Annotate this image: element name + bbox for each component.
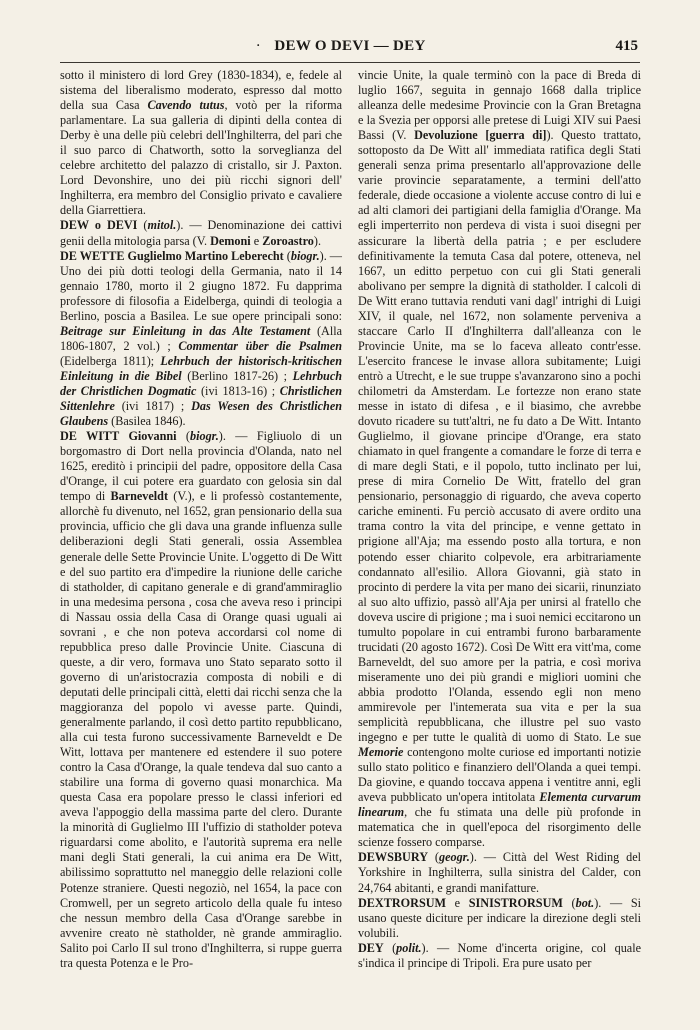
left-column: [60, 68, 342, 971]
entry-italic-text: biogr.: [290, 248, 320, 263]
entry-text: ). — Città del West Riding del Yorkshire in Inghilterra, sulla sinistra del Calder, con 24,764 abitanti, e grandi manifatture.: [358, 850, 642, 895]
entry-headword: Barneveldt: [110, 489, 169, 504]
entry-italic-text: Commentar über die Psalmen: [178, 338, 343, 353]
page-number: 415: [615, 38, 638, 54]
right-column: [358, 68, 641, 971]
entry-italic-text: mitol.: [147, 218, 177, 233]
entry-text: (Basilea 1846).: [108, 414, 186, 429]
entry-headword: DEXTRORSUM: [358, 895, 447, 910]
entry-text: (: [283, 248, 291, 263]
dictionary-entry: [358, 896, 641, 941]
entry-text: (: [137, 218, 148, 233]
header-title: DEW O DEVI — DEY: [274, 38, 426, 54]
entry-text: sotto il ministero di lord Grey (1830-1834), e, fedele al sistema del liberalismo moderato, espresso dal motto della sua Casa: [60, 68, 342, 113]
entry-text: contengono molte curiose ed importanti notizie sullo stato politico e finanziero dell'Olanda a quei tempi. Da giovine, e quando toccava appena i ventitre anni, egli aveva pubblicato un'opera intitolata: [358, 745, 641, 805]
entry-italic-text: Christlichen Sittenlehre: [60, 383, 342, 414]
entry-text: vincie Unite, la quale terminò con la pace di Breda di luglio 1667, seguita in gennajo 1668 dalla triplice alleanza delle medesime Provincie con la Gran Bretagna e la Svezia per opporsi alle pretese di Luigi XIV sui Paesi Bassi (V.: [358, 68, 641, 143]
entry-text: (V.), e li professò costantemente, allorchè fu divenuto, nel 1652, gran pensionario della sua provincia, ufficio che gli dava una grande influenza sulle deliberazioni degli Stati generali, ossia Assemblea generale delle Sette Provincie Unite. L'oggetto di De Witt e del suo partito era d'impedire la riunione delle cariche di statholder, di capitano generale e di grand'ammiraglio in una medesima persona , cosa che aveva reso i principi di Nassau ossia della Casa di Orange quasi uguali ai sovrani , e che non poteva accordarsi col nome di repubblica preso dalle Provincie Unite. Ciascuna di queste, a dir vero, formava uno Stato separato sotto il governo di un'aristocrazia composta di nobili e di deputati delle principali città, eletti dai ricchi senza che la maggioranza del popolo vi avesse parte. Quindi, generalmente parlando, il così detto partito repubblicano, alla cui testa furono successivamente Barneveldt e De Witt, lottava per mantenere ed estendere il suo potere contro la Casa d'Orange, la quale tendeva dal suo canto a stabilire una forma di governo quasi monarchica. Ma questa Casa era popolare presso le classi inferiori ed aveva l'appoggio della massima parte del clero. Durante la minorità di Guglielmo III l'uffizio di statholder poteva riguardarsi come abolito, e l'autorità suprema era nelle mani degli Stati generali, la cui anima era De Witt, abilissimo soprattutto nel maneggio delle relazioni colle Potenze straniere. Questi negoziò, nel 1654, la pace con Cromwell, per un segreto articolo della quale fu inteso che nessun membro della Casa d'Orange sarebbe in avvenire creato nè statholder, nè grande ammiraglio. Salito poi Carlo II sul trono d'Inghilterra, si ruppe guerra tra questa Potenza e le Pro-: [60, 489, 342, 970]
dictionary-entry: [358, 68, 641, 850]
entry-headword: DEY: [358, 940, 384, 955]
dictionary-entry: [60, 249, 342, 430]
entry-text: ).: [313, 233, 321, 248]
entry-headword: Devoluzione [guerra di]: [414, 128, 547, 143]
entry-italic-text: polit.: [396, 940, 422, 955]
entry-text: , votò per la riforma parlamentare. La sua galleria di dipinti della contea di Derby è una delle più celebri dell'Inghilterra, del pari che il suo parco di Chatworth, sotto la sorveglianza del celebre architetto del palazzo di cristallo, sir J. Paxton. Lord Devonshire, uno dei più ricchi signori dell' Inghilterra, era membro del Consiglio privato e cavaliere della Giarrettiera.: [60, 98, 342, 218]
entry-text: (ivi 1817) ;: [114, 399, 192, 414]
entry-italic-text: Memorie: [358, 745, 404, 760]
dictionary-entry: [358, 941, 641, 971]
entry-text: ). Questo trattato, sottoposto da De Witt all' immediata ratifica degli Stati generali senza prima presentarlo all'approvazione delle varie provincie separatamente, a termini dell'atto federale, diede occasione a violente accuse contro di lui e ad alti clamori dei partigiani della famiglia d'Orange. Ma egli imperterrito non perdeva di vista i suoi disegni per assicurare la libertà della patria ; e per escludere definitivamente la temuta Casa dal potere, otteneva, nel 1667, un editto perpetuo con cui gli Stati generali abolivano per sempre la dignità di statholder. I calcoli di De Witt erano tuttavia renduti vani dagl' intrighi di Luigi XIV, il quale, nel 1672, non solamente perveniva a staccare Carlo II d'Inghilterra dall'alleanza con le Provincie Unite, ma se lo faceva alleato contr'esse. L'esercito francese le invase allora subitamente; Luigi entrò a Utrecht, e le sue truppe s'avanzarono sino a pochi chilometri da Amsterdam. Le fortezze non erano state messe in istato di difesa , e il biasimo, che avrebbe dovuto ricadere su tutt'altri, ne fu dato a De Witt. Intanto Guglielmo, il giovane principe d'Orange, era stato chiamato in quel frangente a comandare le forze di terra e di mare degli Stati, e il popolo, tutto inclinato per lui, prese di mira Cornelio De Witt, fratello del gran pensionario, personaggio di riguardo, che aveva coperto cariche eminenti. Fu perciò accusato di avere ordito una trama contro la vita del principe, e venne gettato in prigione all'Aja; ma essendo posto alla tortura, e non potendo esser chiarito colpevole, era arbitrariamente condannato all'esilio. Allora Giovanni, già stato in procinto di perdere la vita per mano dei sicarii, rinunziato al suo alto uffizio, passò all'Aja per unirsi al fratello che doveva uscire di prigione ; ma i suoi nemici eccitarono un tumulto popolare in cui entrambi furono barbaramente trucidati (20 agosto 1672). Così De Witt era vitt'ma, come Barneveldt, del suo amore per la patria, e così moriva miseramente uno dei più grandi e migliori uomini che abbia prodotto l'Olanda, essendo egli non meno ammirevole per l'intemerata sua vita e per la sua semplicità repubblicana, che illustre pel suo vasto ingegno e per tutte le qualità di uomo di Stato. Le sue: [358, 128, 641, 745]
entry-italic-text: Beitrage sur Einleitung in das Alte Testament: [60, 323, 311, 338]
entry-text: (: [383, 940, 397, 955]
dictionary-entry: [60, 429, 342, 971]
dictionary-entry: [60, 218, 342, 248]
entry-text: (Eidelberga 1811);: [60, 353, 161, 368]
entry-headword: DE WITT Giovanni: [60, 429, 177, 444]
entry-italic-text: geogr.: [438, 850, 470, 865]
entry-italic-text: biogr.: [190, 429, 219, 444]
entry-headword: SINISTRORSUM: [468, 895, 563, 910]
entry-italic-text: Lehrbuch der Christlichen Dogmatic: [60, 368, 343, 398]
entry-text: e: [446, 895, 469, 910]
entry-italic-text: Lehrbuch der historisch-kritischen Einleitung in die Bibel: [60, 353, 342, 383]
entry-headword: Zoroastro: [262, 233, 314, 248]
entry-text: , che fu stimata una delle più profonde in matematica che in quell'epoca del risorgimento delle scienze fossero comparse.: [358, 805, 641, 850]
entry-text: ). — Figliuolo di un borgomastro di Dort nella provincia d'Olanda, nato nel 1625, ereditò i principii del padre, oppositore della Casa d'Orange, il cui potere era guardato con gelosia sin dal tempo di: [60, 429, 342, 504]
entry-text: ). — Nome d'incerta origine, col quale s'indica il principe di Tripoli. Era pure usato per: [358, 940, 641, 970]
dictionary-entry: [60, 68, 342, 218]
entry-text: e: [250, 233, 263, 248]
entry-headword: DE WETTE Guglielmo Martino Leberecht: [60, 248, 284, 263]
running-header: [0, 36, 700, 60]
entry-text: ). — Si usano queste diciture per indicare la direzione degli steli volubili.: [358, 895, 641, 940]
entry-text: (ivi 1813-16) ;: [196, 383, 280, 398]
entry-text: (: [176, 429, 190, 444]
entry-text: (: [428, 850, 439, 865]
entry-text: (Berlino 1817-26) ;: [181, 368, 293, 383]
entry-headword: DEWSBURY: [358, 850, 429, 865]
header-dot: ·: [256, 38, 261, 54]
entry-headword: Demoni: [210, 233, 251, 248]
entry-italic-text: bot.: [575, 895, 595, 910]
entry-text: (: [562, 895, 576, 910]
entry-text: ). — Denominazione dei cattivi genii della mitologia parsa (V.: [60, 218, 342, 248]
dictionary-entry: [358, 850, 641, 895]
entry-headword: DEW o DEVI: [60, 218, 138, 233]
entry-text: ). — Uno dei più dotti teologi della Germania, nato il 14 gennaio 1780, morto il 2 giugno 1872. Fu dapprima professore di filosofia a Eidelberga, quindi di teologia a Berlino, poscia a Basilea. Le sue opere principali sono:: [60, 248, 342, 323]
entry-italic-text: Cavendo tutus: [147, 98, 225, 113]
entry-italic-text: Elementa curvarum linearum: [358, 790, 641, 820]
entry-italic-text: Das Wesen des Christlichen Glaubens: [60, 399, 343, 429]
header-rule: [60, 62, 640, 63]
entry-text: (Alla 1806-1807, 2 vol.) ;: [60, 323, 343, 353]
